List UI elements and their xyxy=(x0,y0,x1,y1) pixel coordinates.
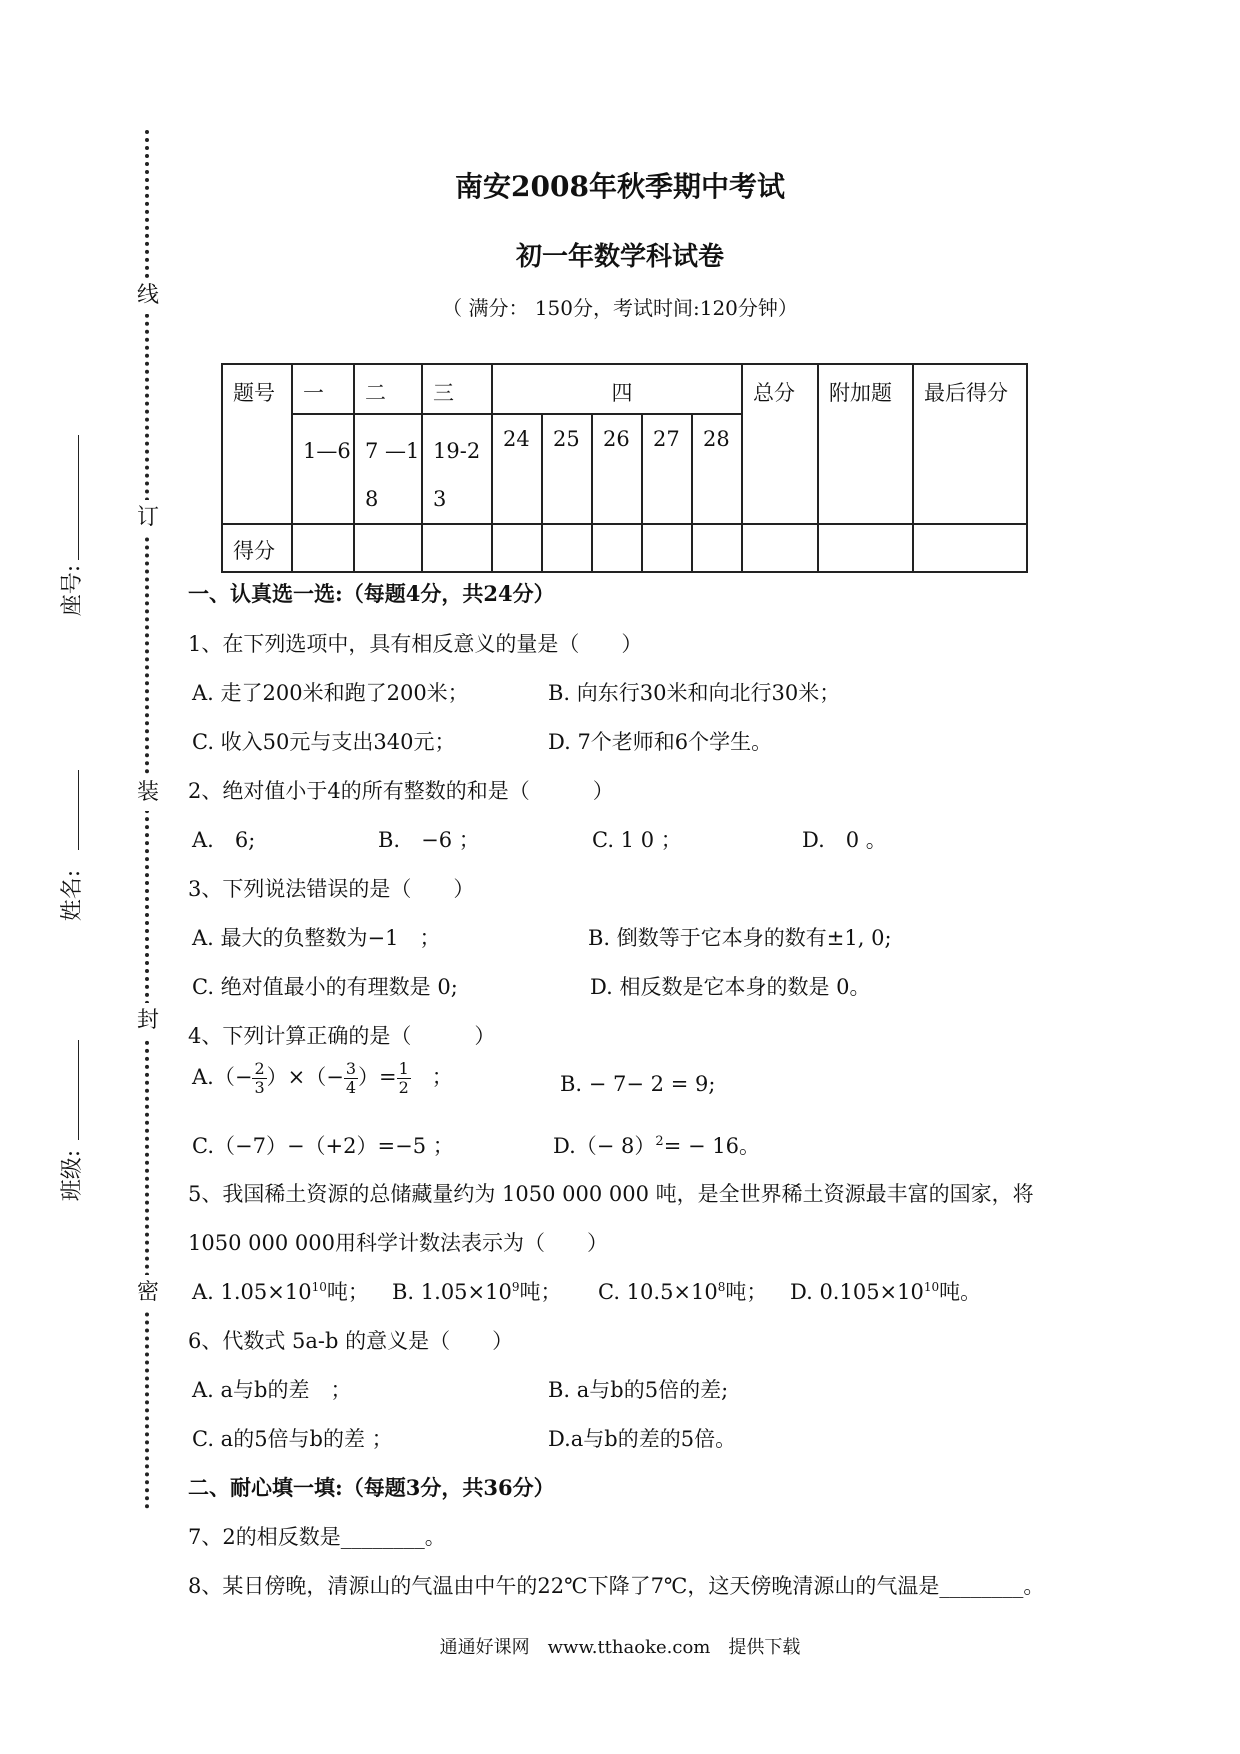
score-cell[interactable] xyxy=(292,524,354,572)
q4-stem: 4、下列计算正确的是（ ） xyxy=(188,1024,496,1048)
seat-number-line xyxy=(78,435,79,560)
q4-a-mid: ）×（− xyxy=(266,1065,344,1089)
q5-a-suffix: 吨； xyxy=(326,1280,369,1304)
q5-b-suffix: 吨； xyxy=(519,1280,562,1304)
header-cell-tihao: 题号 xyxy=(222,364,292,524)
q1-stem: 1、在下列选项中，具有相反意义的量是（ ） xyxy=(188,632,643,656)
score-cell[interactable] xyxy=(422,524,492,572)
q3-option-b: B. 倒数等于它本身的数有±1, 0; xyxy=(588,926,892,950)
denominator: 3 xyxy=(254,1078,265,1097)
q5-option-c xyxy=(598,1276,767,1306)
exam-subtitle: 初一年数学科试卷 xyxy=(515,242,724,272)
range-cell-1-6: 1—6 xyxy=(292,414,354,524)
q1-option-d: D. 7个老师和6个学生。 xyxy=(548,730,773,754)
name-line xyxy=(78,770,79,850)
score-cell[interactable] xyxy=(542,524,592,572)
seal-char-xian: 线 xyxy=(128,278,168,314)
score-cell[interactable] xyxy=(913,524,1027,572)
score-cell[interactable] xyxy=(818,524,913,572)
header-cell-total: 总分 xyxy=(742,364,818,524)
q5-option-a xyxy=(192,1276,369,1306)
range-cell-27: 27 xyxy=(642,414,692,524)
q3-option-d: D. 相反数是它本身的数是 0。 xyxy=(590,975,871,999)
q5-option-d xyxy=(790,1276,981,1306)
q4-d-exponent: 2 xyxy=(655,1134,664,1149)
class-line xyxy=(78,1040,79,1140)
score-cell[interactable] xyxy=(692,524,742,572)
score-row-label: 得分 xyxy=(222,524,292,572)
q1-option-c: C. 收入50元与支出340元； xyxy=(192,730,456,754)
q3-option-a: A. 最大的负整数为−1 ； xyxy=(192,926,441,950)
header-cell-3: 三 xyxy=(422,364,492,414)
name-label: 姓名: xyxy=(60,869,86,922)
q1-option-a: A. 走了200米和跑了200米； xyxy=(192,681,469,705)
range-cell-7-18: 7 —18 xyxy=(354,414,422,524)
seal-char-ding: 订 xyxy=(128,500,168,536)
q6-stem: 6、代数式 5a-b 的意义是（ ） xyxy=(188,1329,514,1353)
q5-c-prefix: C. 10.5×10 xyxy=(598,1280,718,1304)
footer-credit: 通通好课网 www.tthaoke.com 提供下载 xyxy=(439,1637,801,1658)
q2-option-a: A. 6; xyxy=(192,828,256,852)
q1-option-b: B. 向东行30米和向北行30米； xyxy=(548,681,841,705)
q2-option-b: B. −6 ； xyxy=(378,828,480,852)
score-cell[interactable] xyxy=(642,524,692,572)
q5-option-b xyxy=(392,1276,562,1306)
header-cell-1: 一 xyxy=(292,364,354,414)
q3-stem: 3、下列说法错误的是（ ） xyxy=(188,877,475,901)
fraction-two-thirds xyxy=(252,1060,266,1097)
q5-a-exponent: 10 xyxy=(311,1280,327,1294)
q5-b-exponent: 9 xyxy=(511,1280,520,1294)
q5-stem-line1: 5、我国稀土资源的总储藏量约为 1050 000 000 吨，是全世界稀土资源最丰富的国家，将 xyxy=(188,1182,1034,1206)
score-cell[interactable] xyxy=(592,524,642,572)
q5-c-suffix: 吨； xyxy=(725,1280,768,1304)
q2-option-d: D. 0 。 xyxy=(802,828,887,852)
denominator: 4 xyxy=(345,1078,357,1097)
seal-char-zhuang: 装 xyxy=(128,775,168,811)
q2-option-c: C. 1 0 ； xyxy=(592,828,682,852)
q5-d-suffix: 吨。 xyxy=(939,1280,982,1304)
q8-stem: 8、某日傍晚，清源山的气温由中午的22℃下降了7℃，这天傍晚清源山的气温是________。 xyxy=(188,1574,1045,1598)
seal-char-mi: 密 xyxy=(128,1275,168,1311)
q4-option-b: B. − 7− 2 = 9; xyxy=(560,1072,716,1096)
header-cell-2: 二 xyxy=(354,364,422,414)
q5-b-prefix: B. 1.05×10 xyxy=(392,1280,512,1304)
q4-d-prefix: D.（− 8） xyxy=(553,1134,656,1158)
numerator: 2 xyxy=(254,1059,265,1078)
q5-a-prefix: A. 1.05×10 xyxy=(192,1280,312,1304)
exam-info: （ 满分： 150分，考试时间:120分钟） xyxy=(442,296,798,320)
q5-d-prefix: D. 0.105×10 xyxy=(790,1280,924,1304)
range-cell-25: 25 xyxy=(542,414,592,524)
q4-option-d xyxy=(553,1130,760,1160)
q6-option-c: C. a的5倍与b的差 ； xyxy=(192,1427,393,1451)
section1-heading: 一、认真选一选:（每题4分，共24分） xyxy=(188,581,555,606)
range-cell-26: 26 xyxy=(592,414,642,524)
q4-a-prefix: A.（− xyxy=(192,1065,253,1089)
range-cell-19-23: 19-23 xyxy=(422,414,492,524)
class-label: 班级: xyxy=(60,1149,86,1202)
seat-number-label: 座号: xyxy=(60,564,86,617)
q7-stem: 7、2的相反数是________。 xyxy=(188,1525,446,1549)
q5-c-exponent: 8 xyxy=(717,1280,726,1294)
q5-stem-line2: 1050 000 000用科学计数法表示为（ ） xyxy=(188,1231,608,1255)
score-cell[interactable] xyxy=(354,524,422,572)
q4-d-suffix: = − 16。 xyxy=(663,1134,760,1158)
q4-a-eq: ）= xyxy=(358,1065,397,1089)
q6-option-a: A. a与b的差 ； xyxy=(192,1378,352,1402)
q4-option-c: C.（−7）−（+2）=−5 ； xyxy=(192,1134,454,1158)
range-cell-28: 28 xyxy=(692,414,742,524)
section2-heading: 二、耐心填一填:（每题3分，共36分） xyxy=(188,1475,555,1500)
q4-option-a xyxy=(192,1060,453,1097)
fraction-one-half xyxy=(397,1060,411,1097)
q5-d-exponent: 10 xyxy=(923,1280,940,1294)
score-cell[interactable] xyxy=(492,524,542,572)
seal-char-feng: 封 xyxy=(128,1003,168,1039)
header-cell-4: 四 xyxy=(492,364,742,414)
numerator: 3 xyxy=(345,1059,357,1078)
numerator: 1 xyxy=(398,1059,409,1078)
exam-title: 南安2008年秋季期中考试 xyxy=(455,170,785,203)
q4-a-end: ； xyxy=(410,1065,453,1089)
header-cell-bonus: 附加题 xyxy=(818,364,913,524)
q6-option-d: D.a与b的差的5倍。 xyxy=(548,1427,737,1451)
header-cell-final: 最后得分 xyxy=(913,364,1027,524)
q3-option-c: C. 绝对值最小的有理数是 0; xyxy=(192,975,458,999)
score-table xyxy=(221,363,1028,573)
fraction-three-quarters xyxy=(344,1060,358,1097)
denominator: 2 xyxy=(398,1078,409,1097)
q2-stem: 2、绝对值小于4的所有整数的和是（ ） xyxy=(188,779,614,803)
range-cell-24: 24 xyxy=(492,414,542,524)
score-cell[interactable] xyxy=(742,524,818,572)
q6-option-b: B. a与b的5倍的差; xyxy=(548,1378,729,1402)
